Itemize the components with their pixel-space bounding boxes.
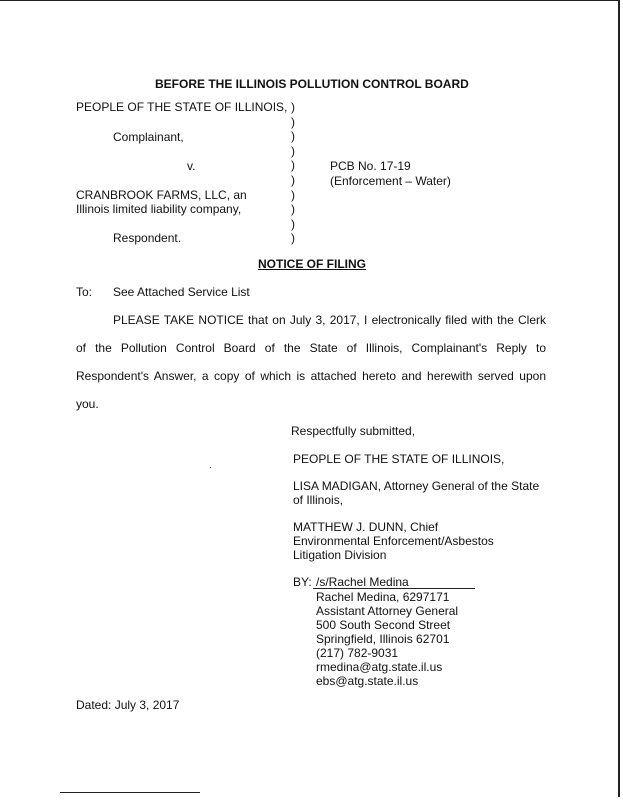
electronic-signature: /s/Rachel Medina — [316, 575, 409, 589]
dated-line: Dated: July 3, 2017 — [76, 698, 180, 712]
chief-line2: Environmental Enforcement/Asbestos — [293, 534, 494, 548]
caption-versus: v. — [187, 159, 196, 173]
caption-paren: ) — [291, 129, 295, 144]
body-line: you. — [76, 397, 99, 411]
caption-paren: ) — [291, 202, 295, 217]
footer-rule — [60, 792, 200, 793]
signature-line — [313, 588, 475, 589]
caption-paren: ) — [291, 114, 295, 129]
signature-party: PEOPLE OF THE STATE OF ILLINOIS, — [293, 452, 505, 466]
address-line: Assistant Attorney General — [316, 604, 459, 618]
case-type: (Enforcement – Water) — [330, 174, 451, 188]
attorney-general-line2: of Illinois, — [293, 493, 344, 507]
caption-plaintiff: PEOPLE OF THE STATE OF ILLINOIS, — [76, 100, 288, 114]
stray-mark — [210, 467, 211, 468]
body-line: Respondent's Answer, a copy of which is attached hereto and herewith served upon — [76, 369, 546, 383]
caption-defendant-line2: Illinois limited liability company, — [76, 202, 242, 216]
body-line: of the Pollution Control Board of the State of Illinois, Complainant's Reply to — [76, 341, 546, 355]
caption-complainant: Complainant, — [113, 130, 184, 144]
case-number: PCB No. 17-19 — [330, 159, 411, 173]
by-label: BY: — [293, 575, 312, 589]
caption-paren: ) — [291, 187, 295, 202]
caption-defendant-line1: CRANBROOK FARMS, LLC, an — [76, 188, 247, 202]
caption-paren: ) — [291, 158, 295, 173]
caption-paren: ) — [291, 231, 295, 246]
address-line: rmedina@atg.state.il.us — [316, 660, 443, 674]
caption-respondent: Respondent. — [113, 231, 182, 245]
address-line: Rachel Medina, 6297171 — [316, 590, 450, 604]
caption-paren: ) — [291, 143, 295, 158]
chief-line1: MATTHEW J. DUNN, Chief — [293, 520, 439, 534]
caption-paren: ) — [291, 216, 295, 231]
caption-paren: ) — [291, 172, 295, 187]
chief-line3: Litigation Division — [293, 548, 387, 562]
to-label: To: — [76, 285, 93, 299]
attorney-general-line1: LISA MADIGAN, Attorney General of the State — [293, 479, 540, 493]
address-line: (217) 782-9031 — [316, 646, 399, 660]
closing: Respectfully submitted, — [291, 424, 416, 438]
caption-paren: ) — [291, 100, 295, 114]
notice-title: NOTICE OF FILING — [258, 257, 366, 271]
to-value: See Attached Service List — [113, 285, 250, 299]
document-heading: BEFORE THE ILLINOIS POLLUTION CONTROL BOARD — [155, 77, 469, 91]
address-line: 500 South Second Street — [316, 618, 451, 632]
address-line: Springfield, Illinois 62701 — [316, 632, 450, 646]
caption-paren-column — [291, 100, 295, 246]
body-line: PLEASE TAKE NOTICE that on July 3, 2017, I electronically filed with the Clerk — [113, 313, 546, 327]
address-line: ebs@atg.state.il.us — [316, 674, 419, 688]
